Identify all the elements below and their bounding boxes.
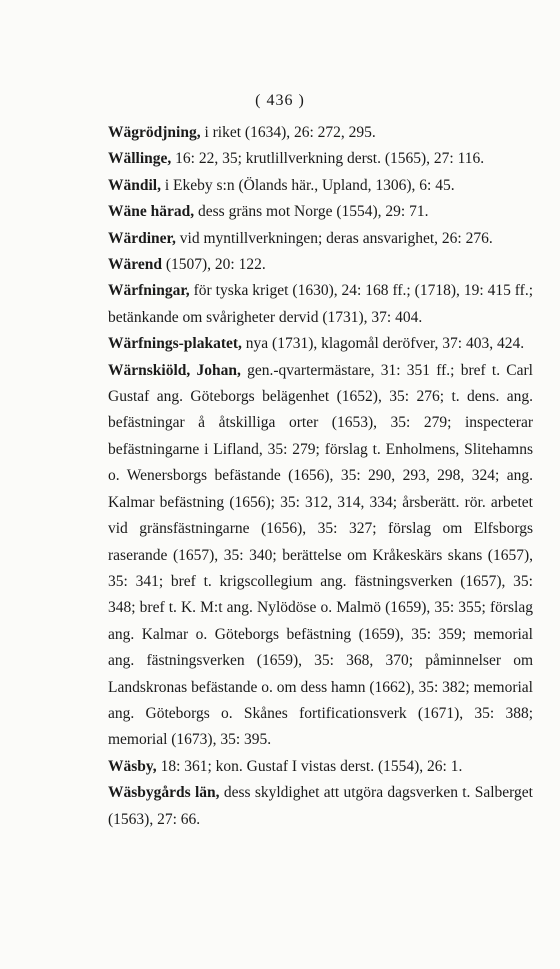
entry-headword: Wärnskiöld, Johan, <box>108 361 241 379</box>
index-entry <box>108 331 533 357</box>
entry-text: för tyska kriget (1630), 24: 168 ff.; (1718), 19: 415 ff.; betänkande om svårigheter dervid (1731), 37: 404. <box>108 282 533 326</box>
entry-text: 18: 361; kon. Gustaf I vistas derst. (1554), 26: 1. <box>156 757 463 775</box>
entry-headword: Wändil, <box>108 176 161 194</box>
entry-text: dess skyldighet att utgöra dagsverken t. Salberget (1563), 27: 66. <box>108 784 533 828</box>
index-entry <box>108 278 533 331</box>
index-entry <box>108 199 533 225</box>
index-entry <box>108 173 533 199</box>
entry-text: gen.-qvartermästare, 31: 351 ff.; bref t. Carl Gustaf ang. Göteborgs belägenhet (1652), 35: 276; t. dens. ang. befästningar å åtskilliga orter (1653), 35: 279; inspecterar befästningarne i Lifland, 35: 279; förslag t. Enholmens, Slitehamns o. Wenersborgs befästande (1656), 35: 290, 293, 298, 324; ang. Kalmar befästning (1656); 35: 312, 314, 334; årsberätt. rör. arbetet vid gränsfästningarne (1656), 35: 327; förslag om Elfsborgs raserande (1657), 35: 340; berättelse om Kråkeskärs skans (1657), 35: 341; bref t. krigscollegium ang. fästningsverken (1657), 35: 348; bref t. K. M:t ang. Nylödöse o. Malmö (1659), 35: 355; förslag ang. Kalmar o. Göteborgs befästning (1659), 35: 359; memorial ang. fästningsverken (1659), 35: 368, 370; påminnelser om Landskronas befästande o. om dess hamn (1662), 35: 382; memorial ang. Göteborgs o. Skånes fortificationsverk (1671), 35: 388; memorial (1673), 35: 395. <box>108 361 533 749</box>
index-entry <box>108 780 533 833</box>
entry-text: (1507), 20: 122. <box>161 256 266 274</box>
entry-headword: Wärfnings-plakatet, <box>108 335 242 353</box>
entry-headword: Wällinge, <box>108 150 172 168</box>
entry-text: nya (1731), klagomål deröfver, 37: 403, 424. <box>241 335 525 353</box>
entry-text: i Ekeby s:n (Ölands här., Upland, 1306), 6: 45. <box>160 176 455 194</box>
page-number: ( 436 ) <box>255 92 305 109</box>
index-entry <box>108 252 533 278</box>
entry-text: vid myntillverkningen; deras ansvarighet, 26: 276. <box>175 229 493 247</box>
entry-text: dess gräns mot Norge (1554), 29: 71. <box>194 203 429 221</box>
index-entry <box>108 120 533 146</box>
entry-headword: Wärfningar, <box>108 282 190 300</box>
entry-headword: Wäsbygårds län, <box>108 784 220 802</box>
entry-headword: Wäsby, <box>108 757 157 775</box>
index-entry <box>108 226 533 252</box>
entry-text: i riket (1634), 26: 272, 295. <box>200 124 376 141</box>
index-entry <box>108 358 533 754</box>
index-entry <box>108 754 533 780</box>
index-entries <box>108 120 533 833</box>
entry-headword: Wärdiner, <box>108 229 176 247</box>
entry-headword: Wäne härad, <box>108 203 195 221</box>
entry-headword: Wägrödjning, <box>108 124 201 141</box>
entry-headword: Wärend <box>108 256 162 274</box>
entry-text: 16: 22, 35; krutlillverkning derst. (1565), 27: 116. <box>171 150 485 168</box>
index-entry <box>108 146 533 172</box>
